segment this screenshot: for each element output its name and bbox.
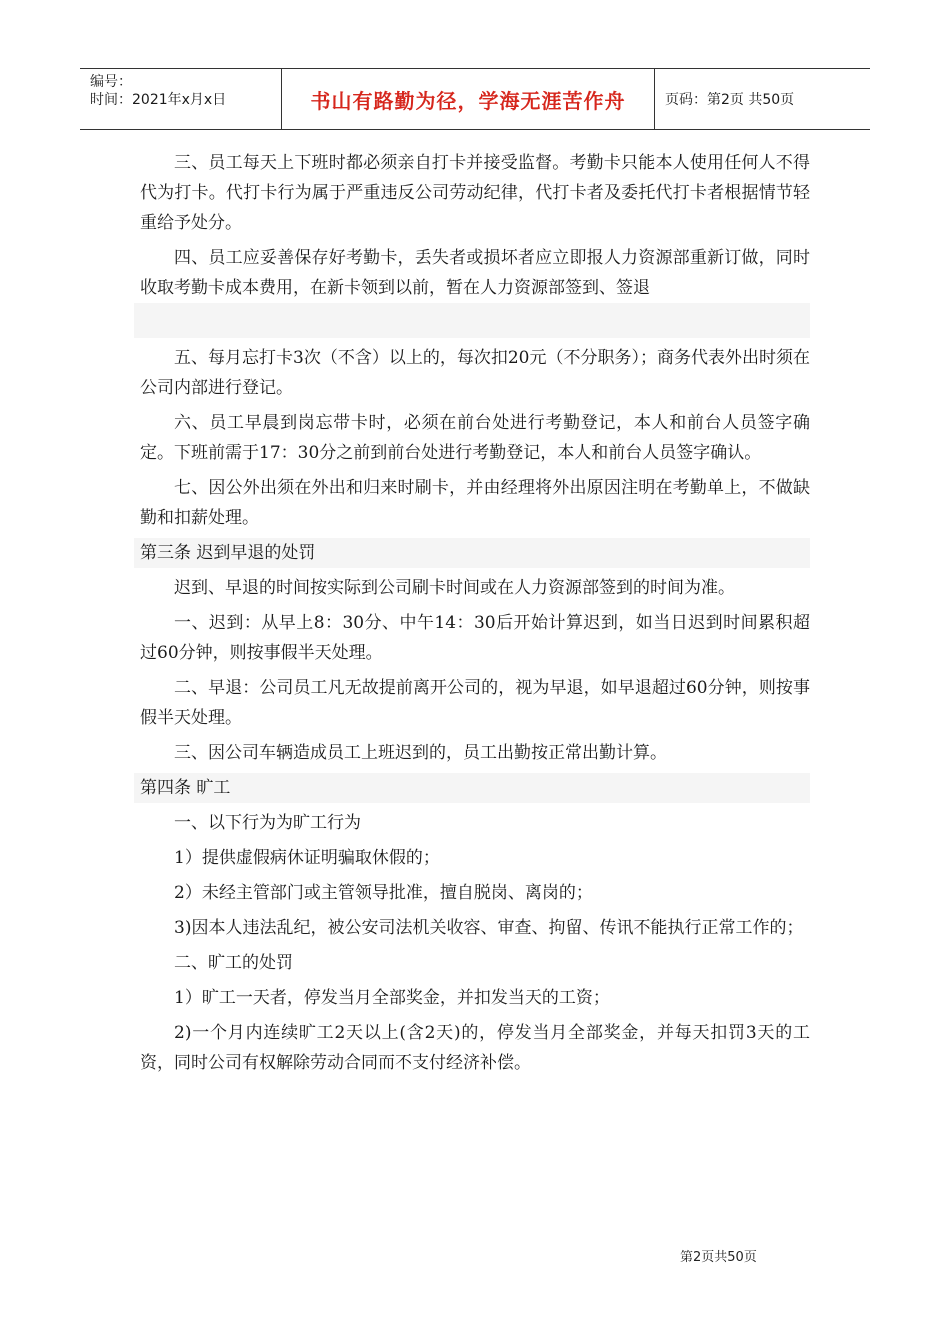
paragraph: 一、迟到：从早上8：30分、中午14：30后开始计算迟到，如当日迟到时间累积超过60分钟，则按事假半天处理。 <box>140 613 810 663</box>
paragraph: 七、因公外出须在外出和归来时刷卡，并由经理将外出原因注明在考勤单上，不做缺勤和扣薪处理。 <box>140 478 810 528</box>
paragraph: 一、以下行为为旷工行为 <box>174 813 361 833</box>
header-page-info: 页码：第2页 共50页 <box>665 92 795 108</box>
paragraph: 二、旷工的处罚 <box>174 953 293 973</box>
paragraph: 三、员工每天上下班时都必须亲自打卡并接受监督。考勤卡只能本人使用任何人不得代为打卡。代打卡行为属于严重违反公司劳动纪律，代打卡者及委托代打卡者根据情节轻重给予处分。 <box>140 153 810 233</box>
list-item: 2）未经主管部门或主管领导批准，擅自脱岗、离岗的； <box>174 883 593 903</box>
list-item: 1）提供虚假病休证明骗取休假的； <box>174 848 440 868</box>
list-item: 2)一个月内连续旷工2天以上(含2天)的，停发当月全部奖金，并每天扣罚3天的工资，同时公司有权解除劳动合同而不支付经济补偿。 <box>140 1023 810 1073</box>
document-body <box>140 148 810 1083</box>
paragraph: 迟到、早退的时间按实际到公司刷卡时间或在人力资源部签到的时间为准。 <box>174 578 735 598</box>
document-number-label: 编号： <box>90 74 132 90</box>
paragraph: 五、每月忘打卡3次（不含）以上的，每次扣20元（不分职务）；商务代表外出时须在公司内部进行登记。 <box>140 348 810 398</box>
paragraph: 六、员工早晨到岗忘带卡时，必须在前台处进行考勤登记，本人和前台人员签字确定。下班前需于17：30分之前到前台处进行考勤登记，本人和前台人员签字确认。 <box>140 413 810 463</box>
header-motto: 书山有路勤为径，学海无涯苦作舟 <box>282 69 655 129</box>
page-header <box>80 68 870 130</box>
paragraph: 四、员工应妥善保存好考勤卡，丢失者或损坏者应立即报人力资源部重新订做，同时收取考勤卡成本费用，在新卡领到以前，暂在人力资源部签到、签退 <box>140 248 810 298</box>
list-item: 1）旷工一天者，停发当月全部奖金，并扣发当天的工资； <box>174 988 610 1008</box>
header-meta <box>80 69 282 129</box>
paragraph: 二、早退：公司员工凡无故提前离开公司的，视为早退，如早退超过60分钟，则按事假半天处理。 <box>140 678 810 728</box>
section-heading: 第三条 迟到早退的处罚 <box>134 538 810 568</box>
blank-line <box>134 303 810 338</box>
paragraph: 三、因公司车辆造成员工上班迟到的，员工出勤按正常出勤计算。 <box>174 743 667 763</box>
document-time-label: 时间：2021年x月x日 <box>90 92 227 108</box>
list-item: 3)因本人违法乱纪，被公安司法机关收容、审查、拘留、传讯不能执行正常工作的； <box>174 918 804 938</box>
section-heading: 第四条 旷工 <box>134 773 810 803</box>
page-footer: 第2页共50页 <box>680 1250 757 1265</box>
